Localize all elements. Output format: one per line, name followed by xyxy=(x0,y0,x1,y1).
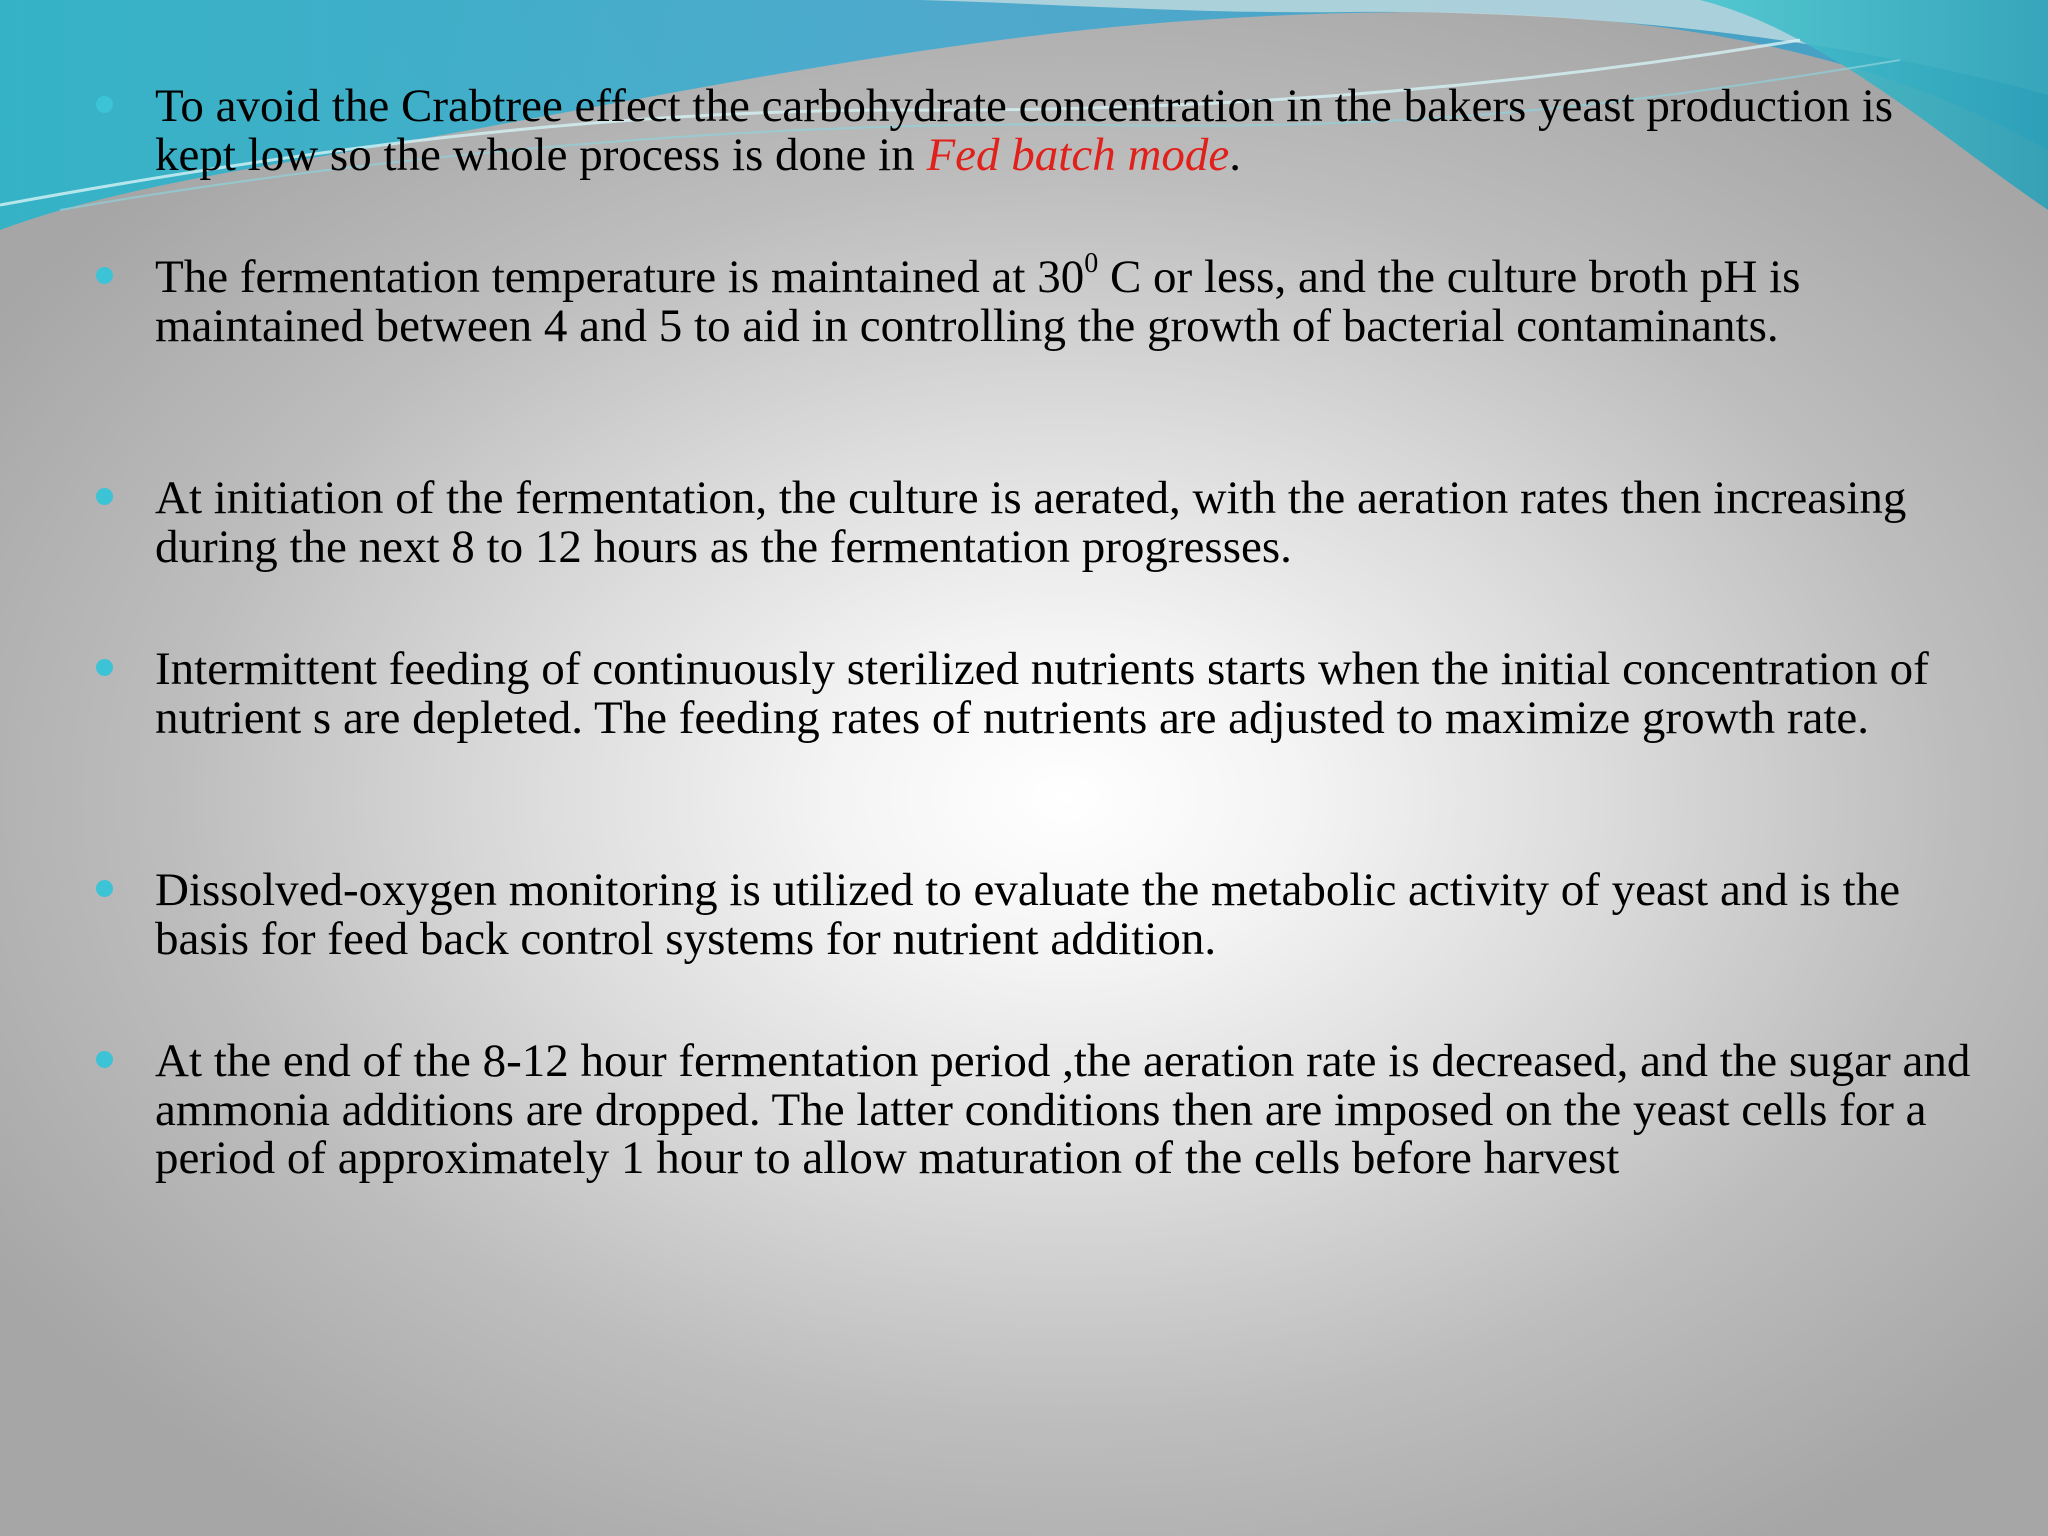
degree-superscript: 0 xyxy=(1084,248,1099,279)
bullet-text: Intermittent feeding of continuously sterilized nutrients starts when the initial concentration of nutrient s are depleted. The feeding rates of nutrients are adjusted to maximize growth rate. xyxy=(155,643,1929,744)
bullet-text xyxy=(155,248,1985,352)
bullet-dot-icon xyxy=(96,1051,113,1068)
bullet-text: Dissolved-oxygen monitoring is utilized to evaluate the metabolic activity of yeast and is the basis for feed back control systems for nutrient addition. xyxy=(155,864,1901,965)
bullet-dot-icon xyxy=(96,659,113,676)
bullet-text-main: The fermentation temperature is maintained at 30 xyxy=(155,251,1085,303)
bullet-dot-icon xyxy=(96,880,113,897)
bullet-text-main: To avoid the Crabtree effect the carbohydrate concentration in the bakers yeast production is kept low so the whole process is done in xyxy=(155,80,1894,181)
bullet-text: At the end of the 8-12 hour fermentation period ,the aeration rate is decreased, and the sugar and ammonia additions are dropped. The latter conditions then are imposed on the yeast cells for a period of approximately 1 hour to allow maturation of the cells before harvest xyxy=(155,1035,1971,1184)
bullet-text-end: C or less, and the culture broth pH is maintained between 4 and 5 to aid in controlling the growth of bacterial contaminants. xyxy=(155,251,1801,352)
bullet-text xyxy=(155,82,1985,179)
bullet-dot-icon xyxy=(96,96,113,113)
bullet-dot-icon xyxy=(96,267,113,284)
bullet-text-end: . xyxy=(1229,128,1242,181)
bullet-dot-icon xyxy=(96,488,113,505)
fed-batch-mode-highlight: Fed batch mode xyxy=(926,128,1230,181)
bullet-text: At initiation of the fermentation, the culture is aerated, with the aeration rates then increasing during the next 8 to 12 hours as the fermentation progresses. xyxy=(155,472,1907,573)
